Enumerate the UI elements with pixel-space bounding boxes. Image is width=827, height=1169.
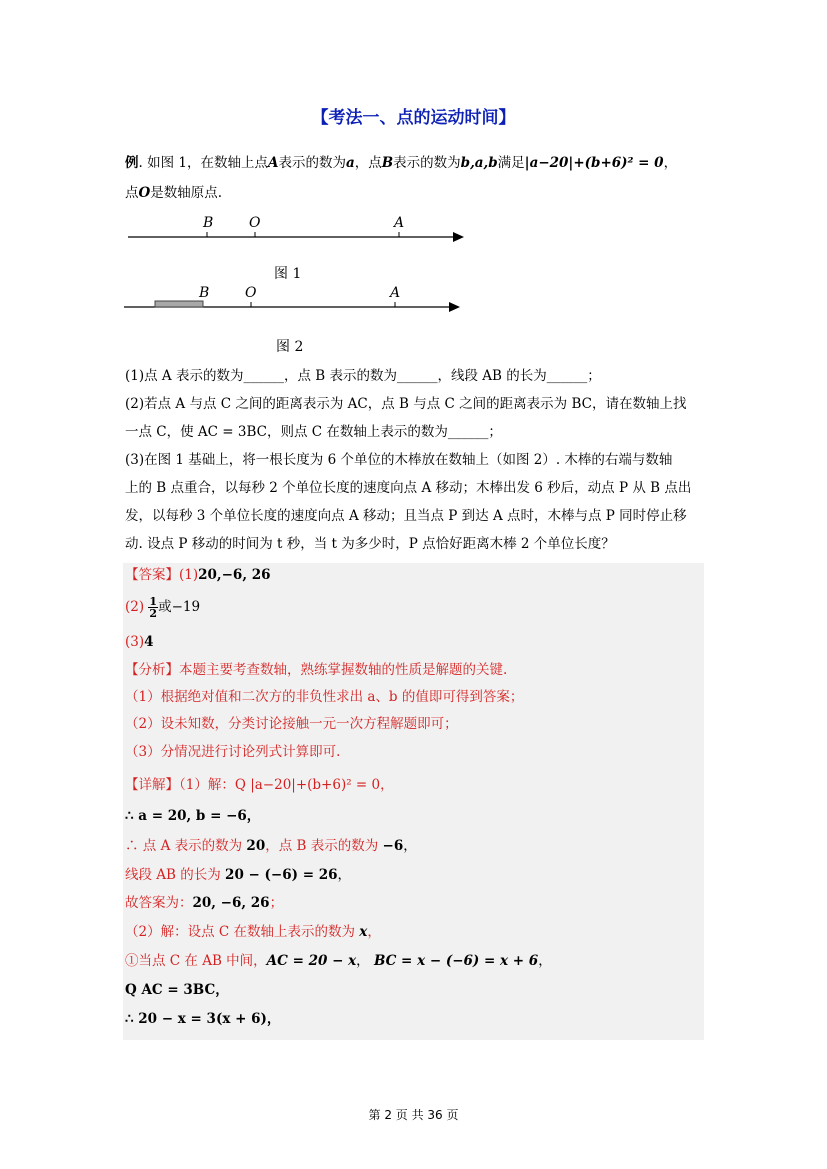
page-footer: 第 2 页 共 36 页 [368, 1108, 459, 1122]
analysis-label: 【分析】 [125, 662, 179, 678]
figure-2-label-o: O [245, 285, 257, 301]
question-3-line-3: 发，以每秒 3 个单位长度的速度向点 A 移动；且当点 P 到达 A 点时，木棒与点 P 同时停止移 [125, 508, 687, 524]
figure-1-label-b: B [203, 215, 214, 231]
question-3-line-1: (3)在图 1 基础上，将一根长度为 6 个单位的木棒放在数轴上（如图 2）. 木棒的右端与数轴 [125, 452, 673, 468]
detail-line-3: ∴ 点 A 表示的数为 20，点 B 表示的数为 −6， [125, 838, 417, 854]
detail-line-4: 线段 AB 的长为 20 − (−6) = 26， [125, 867, 352, 883]
question-3-line-4: 动. 设点 P 移动的时间为 t 秒，当 t 为多少时，P 点恰好距离木棒 2 个单位长度？ [125, 536, 615, 552]
figure-2-label-b: B [199, 285, 210, 301]
figure-2-arrow [449, 302, 460, 312]
analysis-point-2: （2）设未知数，分类讨论接触一元一次方程解题即可； [125, 716, 458, 732]
figure-1-label-o: O [249, 215, 261, 231]
figure-2-label-a: A [390, 285, 401, 301]
wooden-stick [155, 301, 203, 307]
example-lead: 例 [125, 155, 139, 171]
analysis-point-1: （1）根据绝对值和二次方的非负性求出 a、b 的值即可得到答案； [125, 689, 524, 705]
detail-label: 【详解】 [125, 777, 179, 793]
question-3-line-2: 上的 B 点重合，以每秒 2 个单位长度的速度向点 A 移动；木棒出发 6 秒后，动点 P 从 B 点出 [125, 480, 692, 496]
answer-label: 【答案】 [125, 567, 179, 583]
figure-2-caption: 图 2 [276, 339, 304, 355]
page-title: 【考法一、点的运动时间】 [311, 108, 516, 128]
detail-line-9: ∴ 20 − x = 3(x + 6)， [125, 1011, 281, 1027]
detail-line-6: （2）解：设点 C 在数轴上表示的数为 x， [125, 924, 381, 940]
analysis-line: 【分析】本题主要考查数轴，熟练掌握数轴的性质是解题的关键. [125, 662, 508, 678]
detail-line-1: 【详解】（1）解：Q |a−20|+(b+6)² = 0， [125, 777, 394, 793]
question-2-line-1: (2)若点 A 与点 C 之间的距离表示为 AC，点 B 与点 C 之间的距离表示为 BC，请在数轴上找 [125, 396, 687, 412]
answer-line-3: (3)4 [125, 634, 154, 650]
example-line-2: 点O是数轴原点. [125, 185, 223, 201]
figure-1-label-a: A [394, 215, 405, 231]
analysis-point-3: （3）分情况进行讨论列式计算即可. [125, 744, 341, 760]
question-2-line-2: 一点 C，使 AC = 3BC，则点 C 在数轴上表示的数为______； [125, 424, 502, 440]
detail-line-2: ∴ a = 20, b = −6， [125, 808, 261, 824]
detail-line-5: 故答案为：20, −6, 26； [125, 895, 284, 911]
detail-line-7: ①当点 C 在 AB 中间，AC = 20 − x， BC = x − (−6) = x + 6， [125, 953, 552, 969]
figure-1-caption: 图 1 [274, 266, 302, 282]
answer-fraction: $\frac{1}{2}$ [149, 595, 158, 620]
answer-line-2: (2) $\frac{1}{2}$ 或−19 [125, 595, 201, 620]
figure-1-arrow [453, 232, 464, 242]
question-1: (1)点 A 表示的数为______，点 B 表示的数为______，线段 AB 的长为______； [125, 368, 601, 384]
answer-line-1: 【答案】(1)20,−6, 26 [125, 567, 271, 583]
detail-line-8: Q AC = 3BC， [125, 982, 229, 998]
condition-equation: |a−20|+(b+6)² = 0 [524, 155, 664, 171]
figure-2-number-line [118, 280, 478, 360]
figure-1-number-line [120, 205, 480, 285]
example-line-1: 例. 如图 1，在数轴上点A表示的数为a，点B表示的数为b,a,b满足|a−20|+(b+6)² = 0， [125, 155, 678, 171]
